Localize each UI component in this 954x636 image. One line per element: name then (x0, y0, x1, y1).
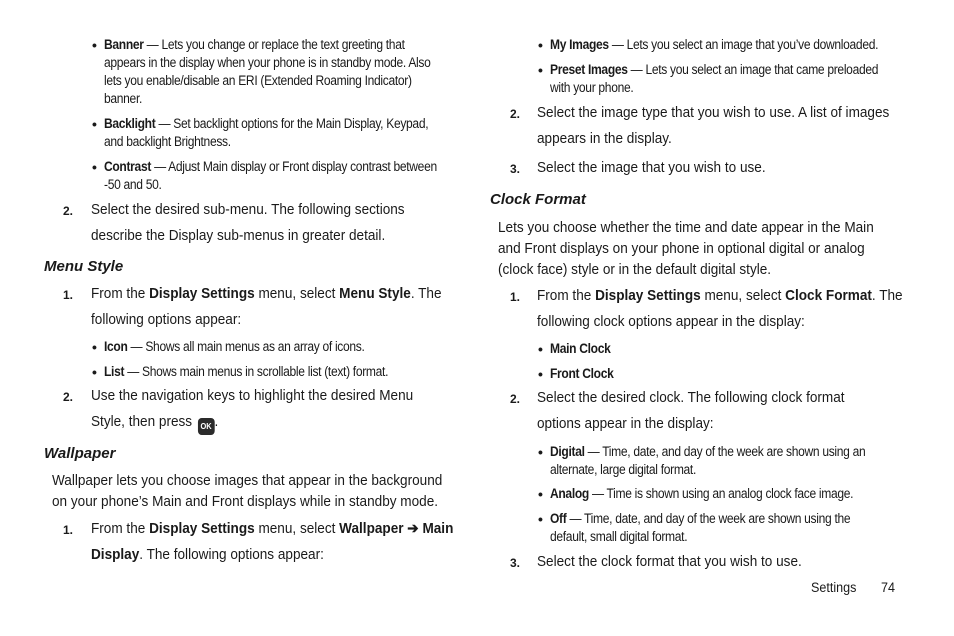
bullet-analog: Analog — Time is shown using an analog clock face image. (550, 486, 854, 501)
step-number: 1. (510, 290, 521, 304)
step-number: 2. (510, 392, 521, 406)
bullet-dot: • (92, 116, 97, 132)
step-text: Select the clock format that you wish to use. (537, 554, 802, 570)
bullet-my-images: My Images — Lets you select an image that you’ve downloaded. (550, 37, 879, 52)
bullet-dot: • (538, 366, 543, 382)
step-text: Select the desired clock. The following clock format options appear in the display: (537, 390, 845, 432)
ok-key-icon: OK (198, 418, 215, 435)
step-number: 2. (510, 107, 521, 121)
step-text: Select the image that you wish to use. (537, 160, 766, 176)
bullet-banner: Banner — Lets you change or replace the text greeting that appears in the display when your phone is in standby mode. Also lets you enable/disable an ERI (Extended Roaming Indicator) banner. (104, 37, 431, 106)
bullet-dot: • (538, 486, 543, 502)
bullet-icon: Icon — Shows all main menus as an array of icons. (104, 339, 365, 354)
step-text: Select the desired sub-menu. The following sections describe the Display sub-menus in greater detail. (91, 202, 405, 244)
step-text: From the Display Settings menu, select Clock Format. The following clock options appear in the display: (537, 288, 903, 330)
bullet-dot: • (538, 341, 543, 357)
step-number: 1. (63, 523, 74, 537)
page-number: 74 (881, 580, 895, 595)
paragraph: Lets you choose whether the time and date appear in the Main and Front displays on your phone in optional digital or analog (clock face) style or in the default digital style. (498, 220, 874, 278)
step-text: From the Display Settings menu, select Wallpaper ➔ Main Display. The following options appear: (91, 521, 454, 563)
bullet-list: List — Shows main menus in scrollable list (text) format. (104, 364, 389, 379)
bullet-dot: • (538, 444, 543, 460)
bullet-dot: • (538, 62, 543, 78)
bullet-dot: • (92, 37, 97, 53)
step-number: 2. (63, 204, 74, 218)
bullet-dot: • (92, 159, 97, 175)
step-text: Select the image type that you wish to use. A list of images appears in the display. (537, 105, 890, 147)
step-text: From the Display Settings menu, select Menu Style. The following options appear: (91, 286, 442, 328)
section-heading-clock-format: Clock Format (490, 191, 586, 208)
bullet-front-clock: Front Clock (550, 366, 614, 381)
section-heading-wallpaper: Wallpaper (44, 445, 116, 462)
bullet-dot: • (538, 511, 543, 527)
bullet-dot: • (92, 339, 97, 355)
bullet-dot: • (538, 37, 543, 53)
step-number: 3. (510, 556, 521, 570)
step-number: 3. (510, 162, 521, 176)
bullet-dot: • (92, 364, 97, 380)
bullet-backlight: Backlight — Set backlight options for the Main Display, Keypad, and backlight Brightness. (104, 116, 429, 149)
step-number: 2. (63, 390, 74, 404)
footer-section-label: Settings (811, 580, 857, 595)
step-number: 1. (63, 288, 74, 302)
bullet-contrast: Contrast — Adjust Main display or Front display contrast between -50 and 50. (104, 159, 437, 192)
bullet-main-clock: Main Clock (550, 341, 611, 356)
bullet-off: Off — Time, date, and day of the week are shown using the default, small digital format. (550, 511, 851, 544)
bullet-preset-images: Preset Images — Lets you select an image that came preloaded with your phone. (550, 62, 879, 95)
section-heading-menu-style: Menu Style (44, 258, 124, 275)
step-text: Use the navigation keys to highlight the desired Menu Style, then press OK . (91, 383, 413, 435)
paragraph: Wallpaper lets you choose images that appear in the background on your phone’s Main and Front displays while in standby mode. (52, 473, 443, 510)
bullet-digital: Digital — Time, date, and day of the week are shown using an alternate, large digital format. (550, 444, 866, 477)
